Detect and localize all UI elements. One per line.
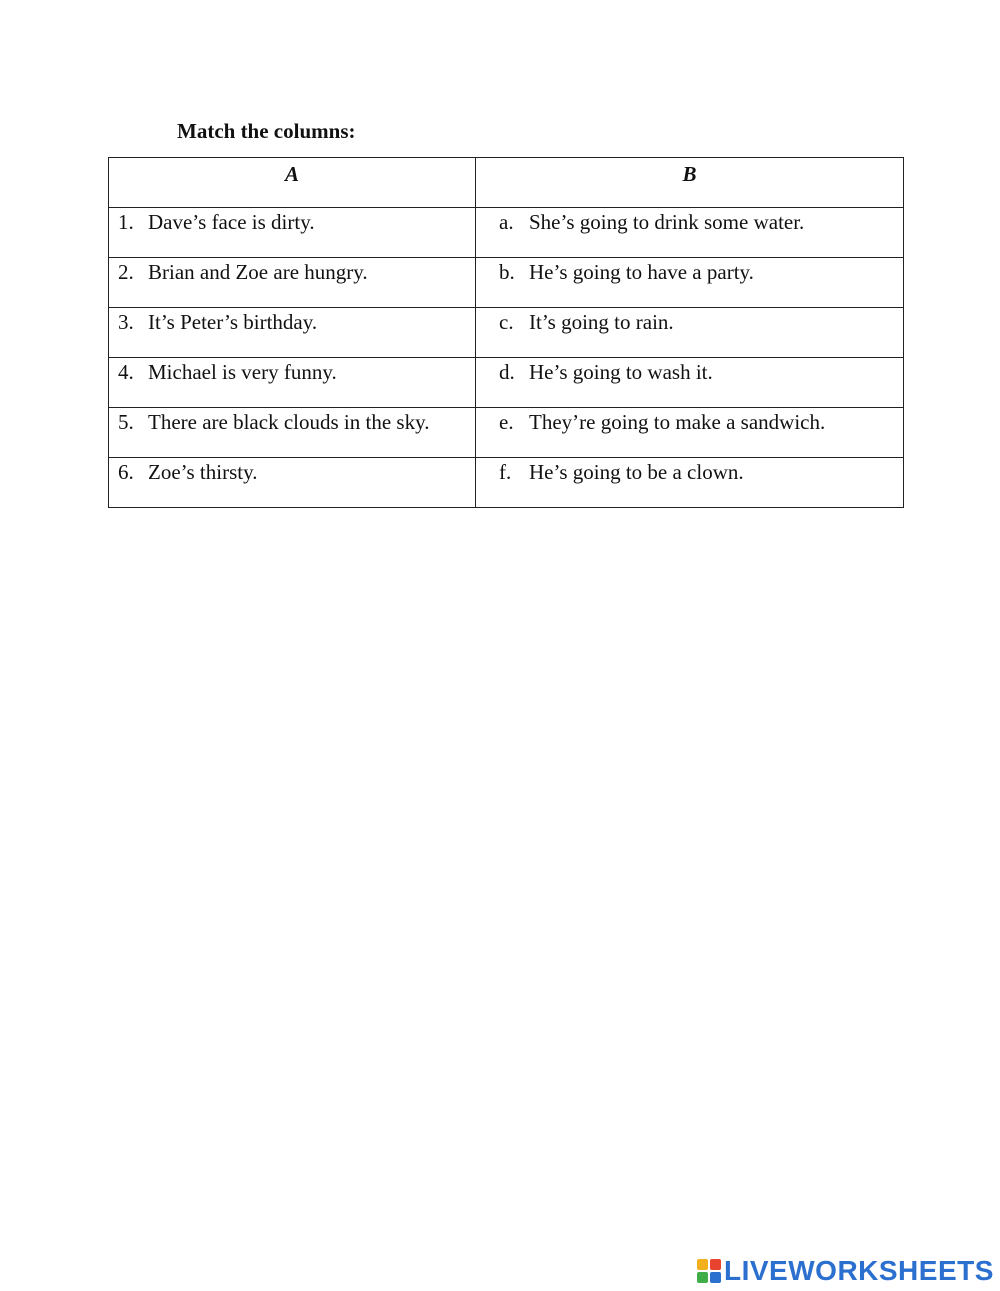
column-a-cell — [109, 208, 476, 258]
item-number: 3. — [118, 310, 134, 334]
item-number: 4. — [118, 360, 134, 384]
item-letter: a. — [499, 210, 514, 234]
item-text: He’s going to have a party. — [529, 260, 754, 284]
table-row — [109, 458, 904, 508]
item-number: 1. — [118, 210, 134, 234]
item-text: She’s going to drink some water. — [529, 210, 805, 234]
item-letter: e. — [499, 410, 514, 434]
page-title: Match the columns: — [177, 119, 356, 143]
table-row — [109, 208, 904, 258]
column-a-cell — [109, 258, 476, 308]
table-row — [109, 358, 904, 408]
column-a-cell — [109, 408, 476, 458]
table-row — [109, 308, 904, 358]
column-b-cell — [476, 308, 904, 358]
logo-block — [710, 1259, 721, 1270]
item-letter: f. — [499, 460, 512, 484]
item-text: Dave’s face is dirty. — [148, 210, 315, 234]
item-text: They’re going to make a sandwich. — [529, 410, 826, 434]
column-a-cell — [109, 458, 476, 508]
item-letter: c. — [499, 310, 514, 334]
column-b-cell — [476, 458, 904, 508]
logo-blocks-icon — [697, 1259, 721, 1283]
item-number: 2. — [118, 260, 134, 284]
logo-block — [710, 1272, 721, 1283]
item-letter: b. — [499, 260, 515, 284]
column-b-header: B — [476, 158, 904, 208]
column-b-cell — [476, 258, 904, 308]
liveworksheets-logo — [697, 1256, 994, 1286]
logo-block — [697, 1259, 708, 1270]
item-text: Zoe’s thirsty. — [148, 460, 258, 484]
item-text: He’s going to be a clown. — [529, 460, 744, 484]
header-row — [109, 158, 904, 208]
item-text: It’s going to rain. — [529, 310, 674, 334]
item-text: He’s going to wash it. — [529, 360, 713, 384]
item-text: Brian and Zoe are hungry. — [148, 260, 368, 284]
logo-text: LIVEWORKSHEETS — [724, 1255, 994, 1286]
column-a-header: A — [109, 158, 476, 208]
column-a-cell — [109, 358, 476, 408]
column-b-cell — [476, 408, 904, 458]
item-letter: d. — [499, 360, 515, 384]
logo-block — [697, 1272, 708, 1283]
column-b-cell — [476, 358, 904, 408]
match-table — [108, 157, 904, 508]
item-number: 6. — [118, 460, 134, 484]
item-text: Michael is very funny. — [148, 360, 337, 384]
column-b-cell — [476, 208, 904, 258]
column-a-cell — [109, 308, 476, 358]
item-text: There are black clouds in the sky. — [148, 410, 430, 434]
item-number: 5. — [118, 410, 134, 434]
item-text: It’s Peter’s birthday. — [148, 310, 318, 334]
table-row — [109, 258, 904, 308]
table-row — [109, 408, 904, 458]
